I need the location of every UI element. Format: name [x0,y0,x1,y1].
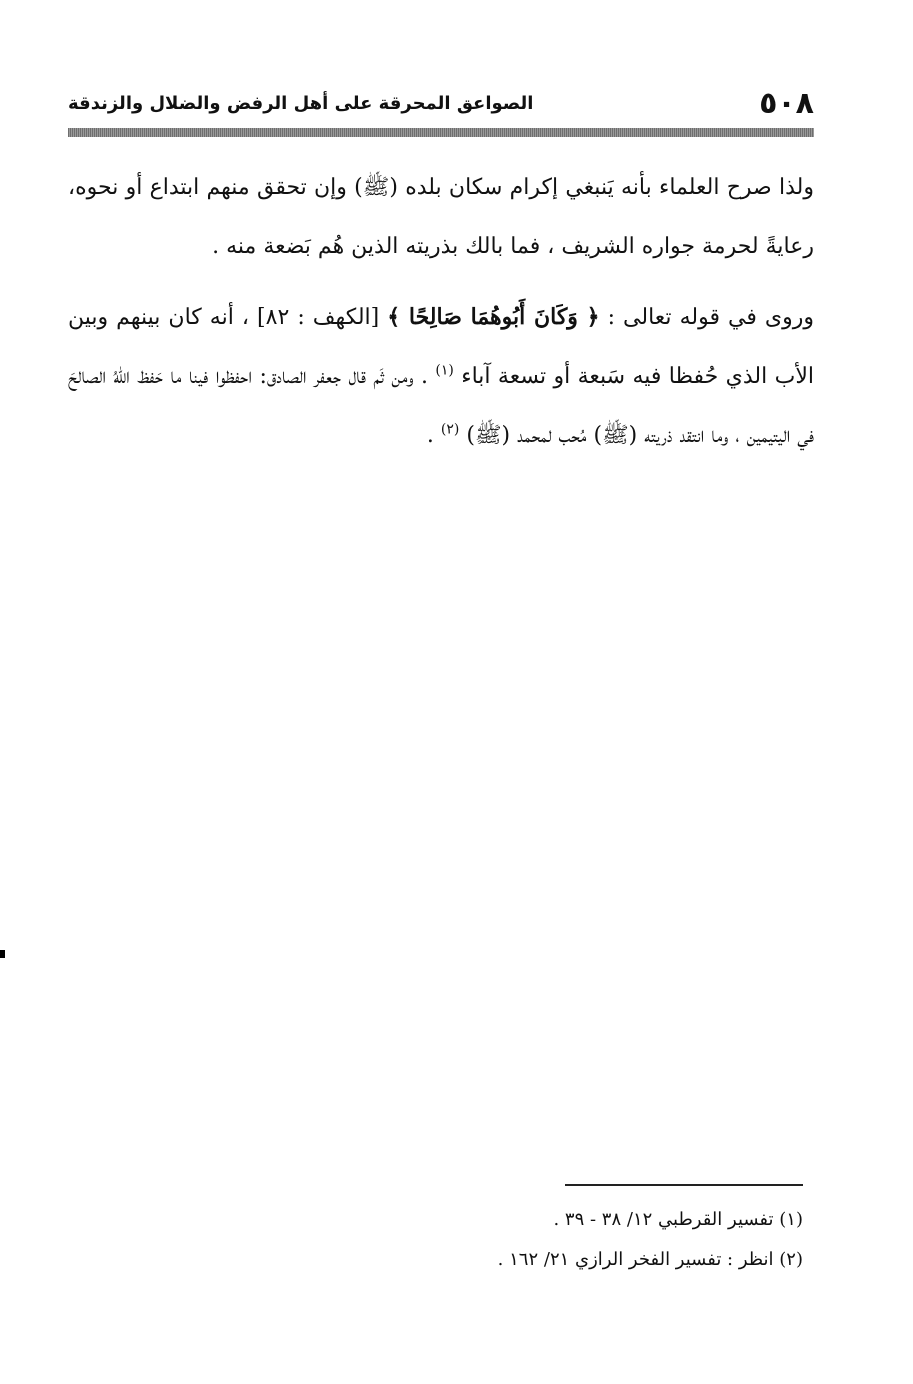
quran-verse: ﴿ وَكَانَ أَبُوهُمَا صَالِحًا ﴾ [387,304,600,330]
footnote-marker: (١) [435,362,454,379]
footnote: (١) تفسير القرطبي ١٢/ ٣٨ - ٣٩ . [553,1209,803,1230]
main-text [68,158,814,465]
paragraph-end: . [426,423,441,448]
running-title: الصواعق المحرقة على أهل الرفض والضلال والزندقة [68,93,534,114]
paragraph: ولذا صرح العلماء بأنه يَنبغي إكرام سكان بلده (ﷺ) وإن تحقق منهم ابتداع أو نحوه، رعايةً لحرمة جواره الشريف ، فما بالك بذريته الذين هُم بَضعة منه . [68,175,814,259]
footnotes [300,1200,803,1280]
footnote: (٢) انظر : تفسير الفخر الرازي ٢١/ ١٦٢ . [497,1249,803,1270]
page-number: ٥٠٨ [759,86,814,121]
paragraph [68,288,814,465]
verse-reference: [الكهف : ٨٢] ، أنه كان بينهم وبين الأب الذي حُفظا فيه سَبعة أو تسعة آباء [68,305,815,389]
footnote-marker: (٢) [440,421,460,438]
paragraph-intro: وروى في قوله تعالى : [599,305,815,330]
header-rule [68,128,814,137]
footnote-separator [565,1184,803,1186]
paragraph-continuation: . ومن ثَم قال جعفر الصادق: احفظوا فينا ما حَفظ اللهُ الصالحَ في اليتيمين ، وما انتقد ذريته (ﷺ) مُحب لمحمد (ﷺ) [68,364,814,448]
page-header [68,86,814,126]
scan-edge-mark [0,950,5,958]
